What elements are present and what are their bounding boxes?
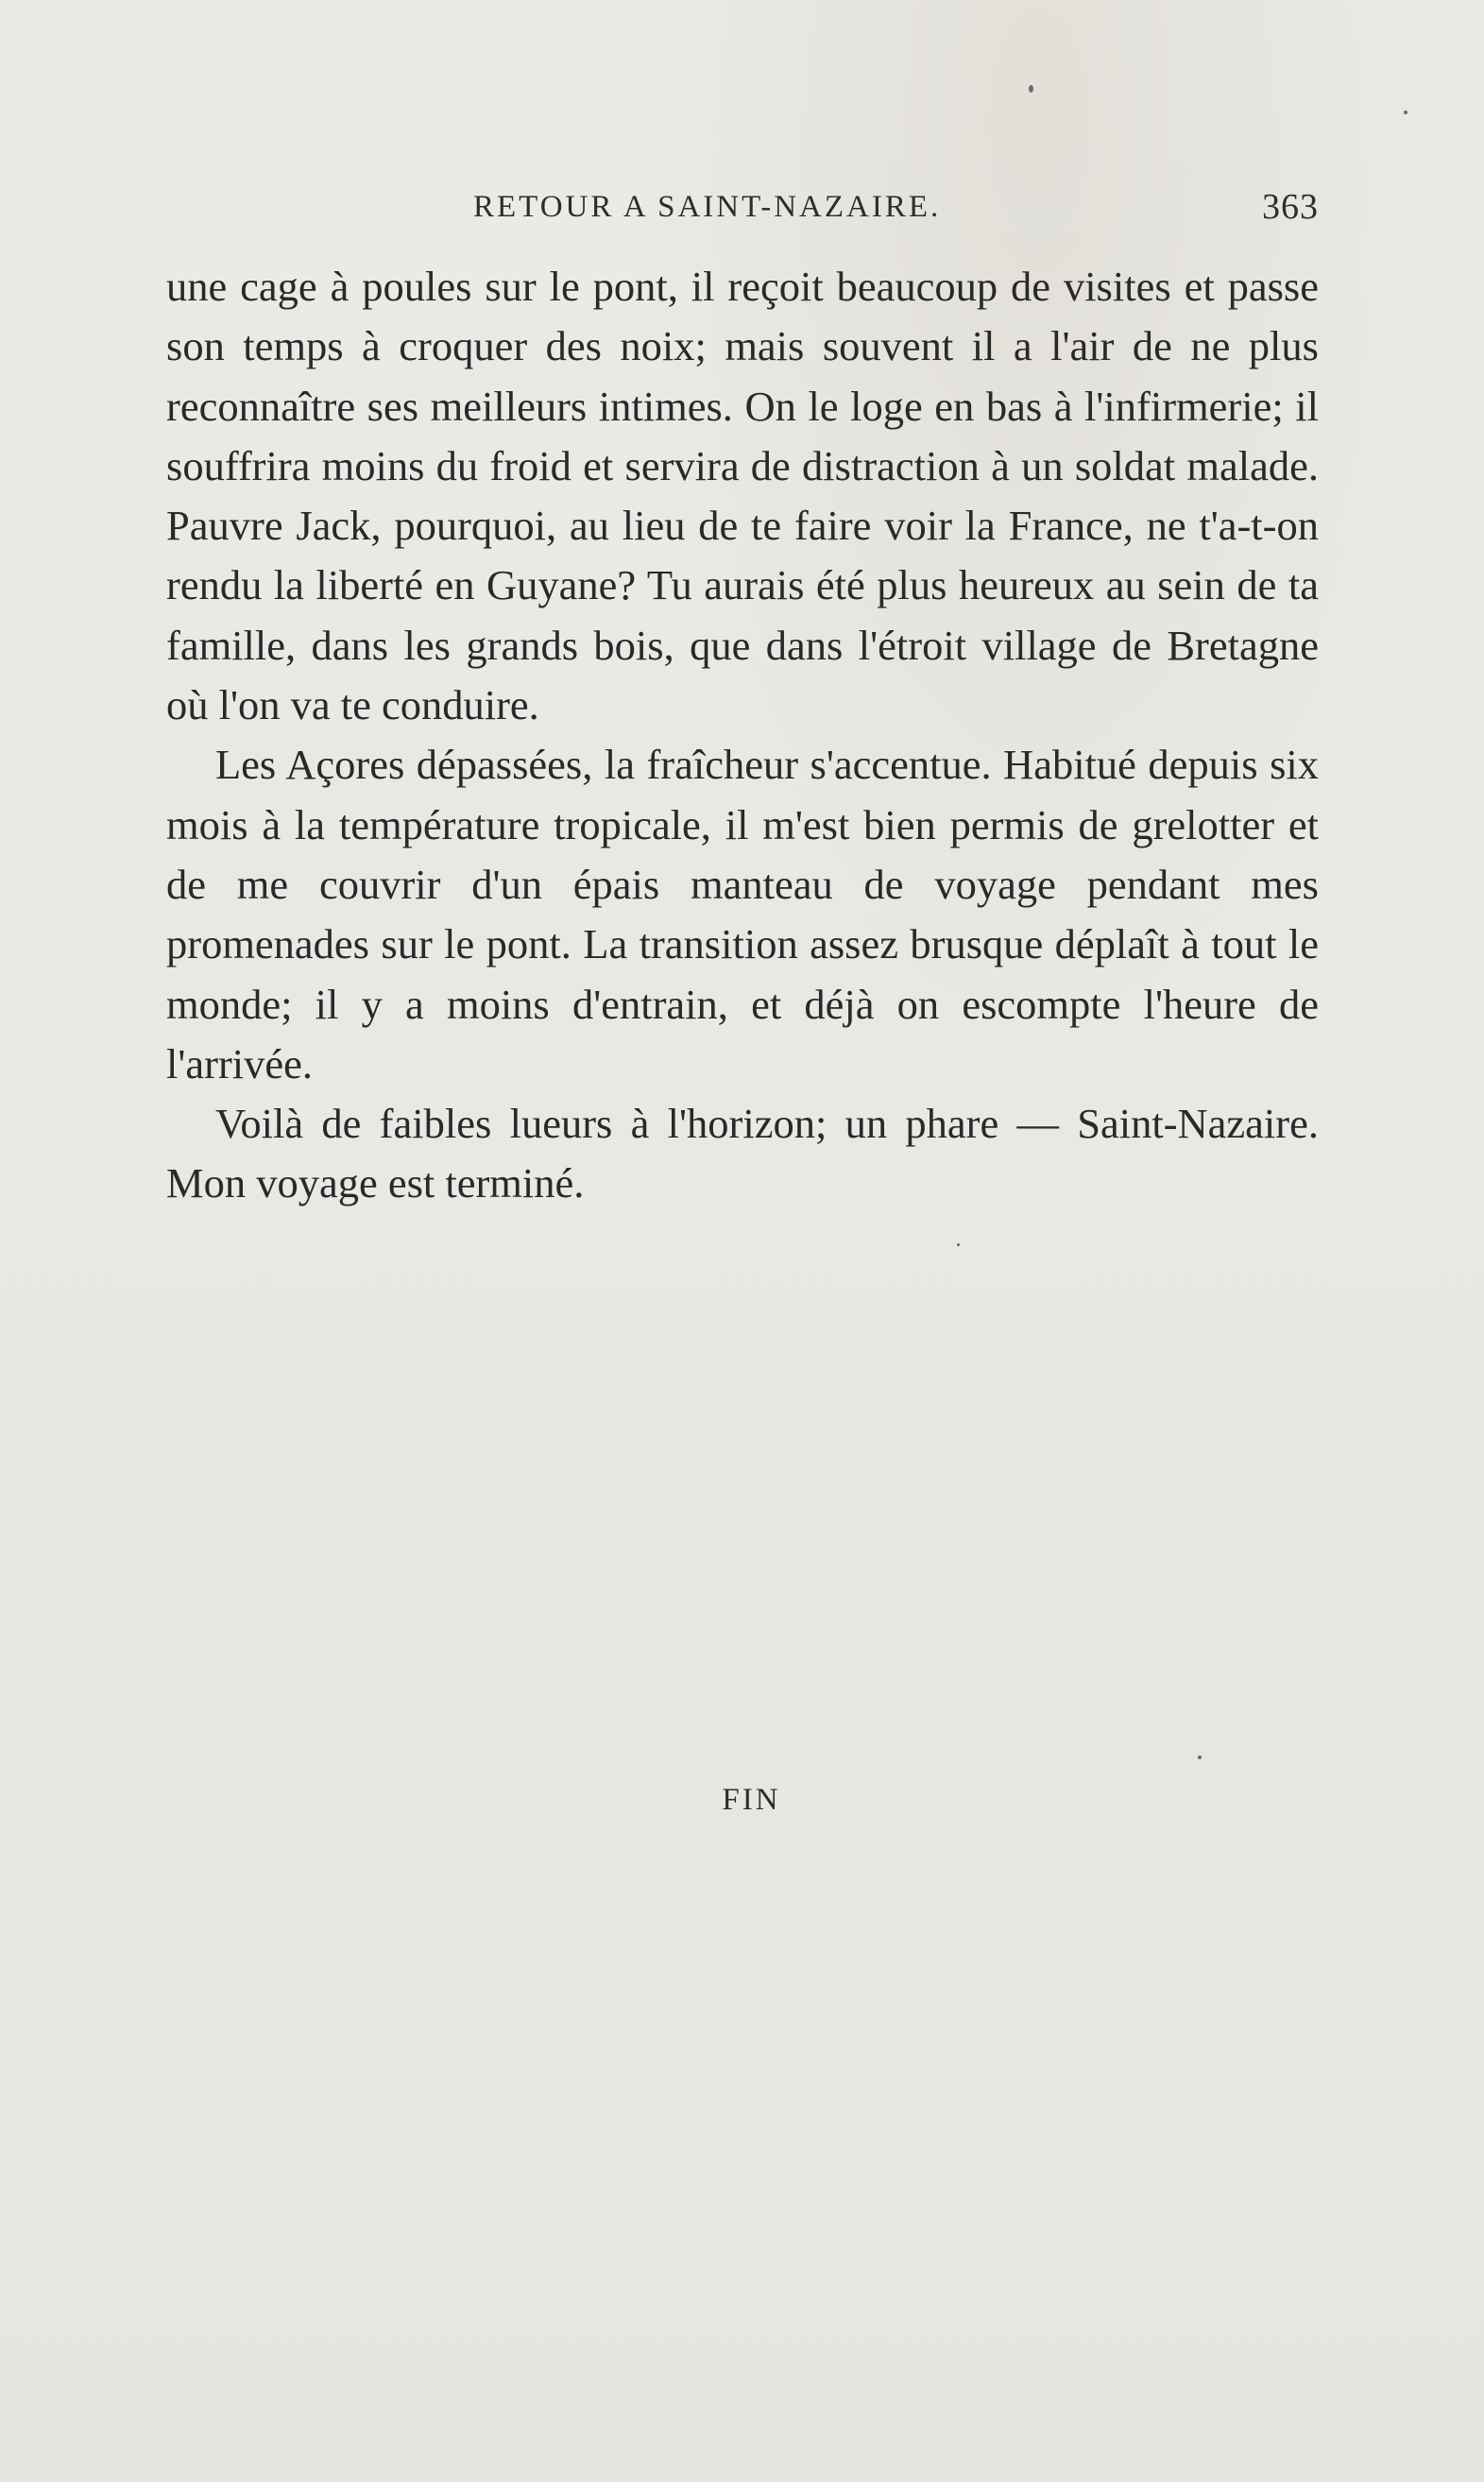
page-number: 363 — [1262, 187, 1319, 227]
running-title: RETOUR A SAINT-NAZAIRE. — [473, 190, 942, 224]
paragraph-continuation: une cage à poules sur le pont, il reçoit beaucoup de visites et passe son temps à croquer des noix; mais souvent il a l'air de ne plus reconnaître ses meilleurs intimes. On le loge en bas à l'infirmerie; il souffrira moins du froid et servira de distraction à un soldat malade. Pauvre Jack, pourquoi, au lieu de te faire voir la France, ne t'a-t-on rendu la liberté en Guyane? Tu aurais été plus heureux au sein de ta famille, dans les grands bois, que dans l'étroit village de Bretagne où l'on va te conduire. — [166, 263, 1319, 729]
paper-speck — [957, 1243, 960, 1246]
paragraph-azores: Les Açores dépassées, la fraîcheur s'accentue. Habitué depuis six mois à la température tropicale, il m'est bien permis de grelotter et de me couvrir d'un épais manteau de voyage pendant mes promenades sur le pont. La transition assez brusque déplaît à tout le monde; il y a moins d'entrain, et déjà on escompte l'heure de l'arrivée. — [166, 741, 1319, 1087]
paper-speck — [1198, 1755, 1202, 1759]
end-mark: FIN — [722, 1783, 781, 1817]
body-text — [166, 257, 1319, 1214]
paragraph-arrival: Voilà de faibles lueurs à l'horizon; un phare — Saint-Nazaire. Mon voyage est terminé. — [166, 1100, 1319, 1207]
paper-speck — [1404, 111, 1407, 114]
paper-speck — [1029, 85, 1033, 93]
running-header — [166, 183, 1319, 231]
